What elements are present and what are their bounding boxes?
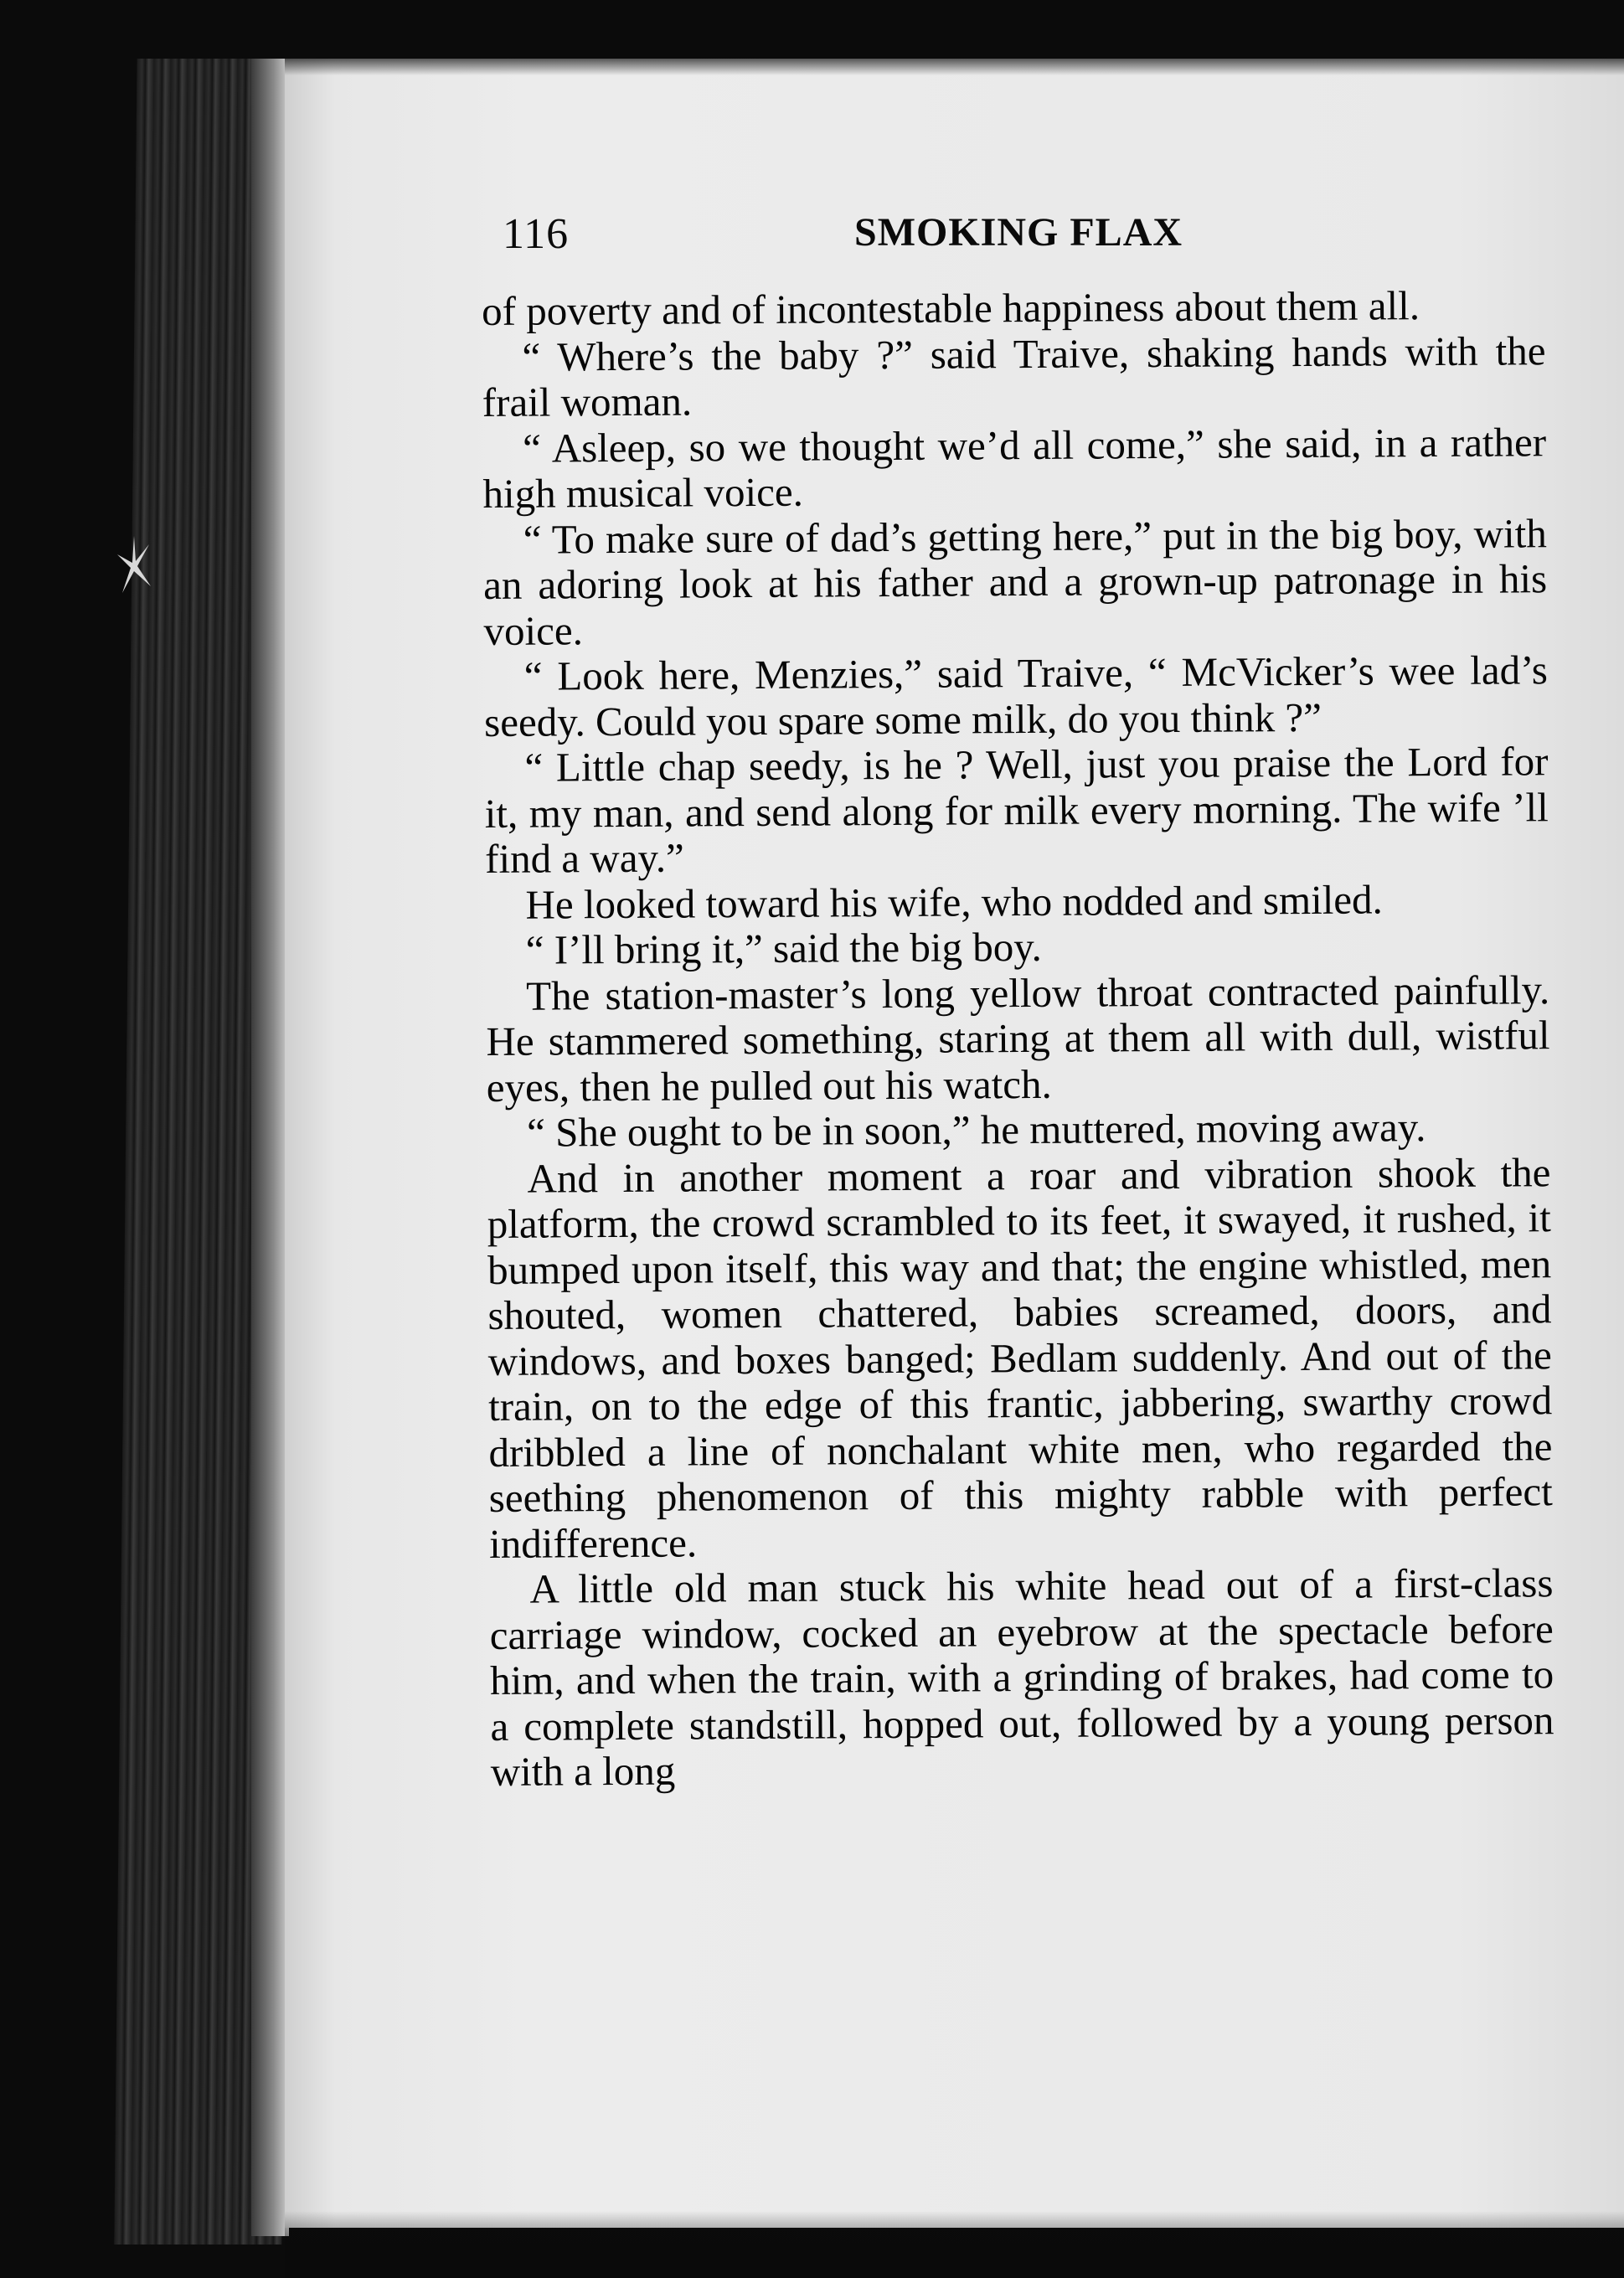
paragraph: The station-master’s long yellow throat contracted painfully. He stammered something, staring at them all with dull, wistful eyes, then he pulled out his watch.	[486, 966, 1550, 1111]
paragraph: “ To make sure of dad’s getting here,” put in the big boy, with an adoring look at his father and a grown-up patronage in his voice.	[482, 509, 1548, 654]
running-head: SMOKING FLAX	[854, 210, 1183, 255]
paragraph: of poverty and of incontestable happiness about them all.	[481, 282, 1420, 334]
dust-mark	[117, 536, 151, 595]
paragraph: “ Where’s the baby ?” said Traive, shaking hands with the frail woman.	[482, 327, 1546, 425]
top-shadow	[285, 50, 1624, 75]
paragraph: “ Little chap seedy, is he ? Well, just you praise the Lord for it, my man, and send along for milk every morning. The wife ’ll find a way.”	[484, 738, 1549, 882]
page-number: 116	[503, 210, 570, 258]
paragraph: “ Asleep, so we thought we’d all come,” she said, in a rather high musical voice.	[482, 418, 1547, 517]
paragraph: “ Look here, Menzies,” said Traive, “ McVicker’s wee lad’s seedy. Could you spare some milk, do you think ?”	[483, 647, 1548, 745]
bottom-shadow	[285, 2211, 1624, 2278]
paragraph: “ I’ll bring it,” said the big boy.	[525, 923, 1042, 973]
paragraph: A little old man stuck his white head out of a first-class carriage window, cocked an eyebrow at the spectacle before him, and when the train, with a grinding of brakes, had come to a complete standstill, hopped out, followed by a young person with a long	[489, 1559, 1554, 1795]
paragraph: And in another moment a roar and vibration shook the platform, the crowd scrambled to its feet, it swayed, it rushed, it bumped upon itself, this way and that; the engine whistled, men shouted, women chattered, babies screamed, doors, and windows, and boxes banged; Bedlam suddenly. And out of the train, on to the edge of this frantic, jabbering, swarthy crowd dribbled a line of nonchalant white men, who regarded the seething phenomenon of this mighty rabble with perfect indifference.	[487, 1148, 1553, 1567]
paragraph: He looked toward his wife, who nodded and smiled.	[525, 875, 1383, 928]
body-text	[482, 282, 1554, 1795]
page-header	[503, 209, 1541, 260]
page-edge	[251, 59, 289, 2236]
paragraph: “ She ought to be in soon,” he muttered, moving away.	[526, 1104, 1426, 1156]
